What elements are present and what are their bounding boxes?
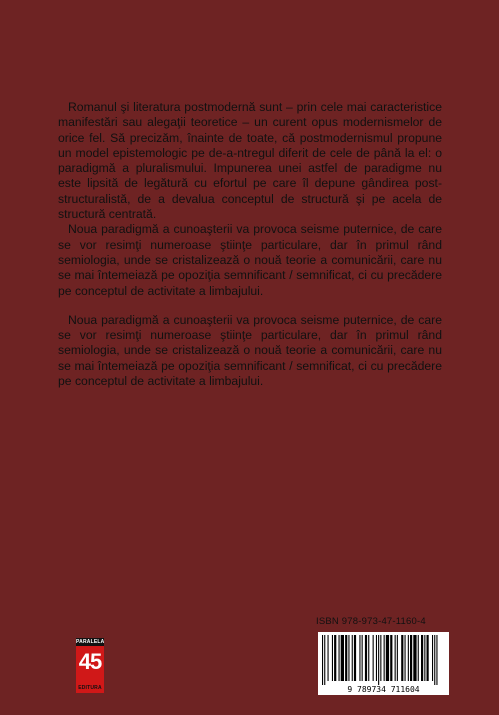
publisher-logo-top-label: PARALELA: [76, 639, 105, 645]
barcode-bar: [373, 635, 374, 681]
barcode-bar: [390, 635, 392, 681]
barcode-bar: [421, 635, 423, 681]
barcode-bar: [436, 635, 437, 685]
barcode-bar: [408, 635, 409, 681]
barcode-bar: [378, 635, 379, 685]
barcode-bar: [359, 635, 360, 681]
barcode-bar: [401, 635, 403, 681]
barcode-bar: [339, 635, 340, 681]
barcode-bar: [427, 635, 429, 681]
blurb-paragraph-2: Noua paradigmă a cunoaşterii va provoca seisme puternice, de care se vor resimţi numeroase ştiinţe particulare, dar în primul rând semiologia, unde se cristalizează o nouă teorie a comunicării, care nu se mai întemeiază pe opoziţia semnificant / semnificat, ci cu precădere pe conceptul de activitate a limbajului.: [58, 222, 442, 298]
barcode-bar: [345, 635, 347, 681]
barcode-bar: [405, 635, 406, 681]
barcode-bar: [432, 635, 433, 681]
barcode-bar: [348, 635, 349, 681]
barcode-bar: [334, 635, 336, 681]
barcode-bar: [395, 635, 396, 681]
publisher-logo: [76, 638, 104, 694]
barcode-bar: [397, 635, 398, 681]
barcode-bar: [376, 635, 377, 681]
barcode-bar: [410, 635, 412, 681]
barcode-bar: [332, 635, 333, 681]
barcode-bars: [318, 632, 449, 685]
barcode-bar: [424, 635, 425, 681]
isbn-label: ISBN 978-973-47-1160-4: [316, 616, 426, 627]
barcode-bar: [322, 635, 323, 685]
publisher-logo-bottom-label: EDITURA: [76, 684, 104, 693]
barcode-bar: [418, 635, 419, 681]
barcode-bar: [384, 635, 385, 681]
barcode-bar: [324, 635, 325, 685]
barcode-digits: 9 789734 711604: [318, 685, 449, 695]
barcode-bar: [341, 635, 344, 681]
back-cover-blurb: [58, 100, 442, 389]
barcode-bar: [380, 635, 381, 681]
barcode-bar: [368, 635, 369, 681]
barcode-bar: [354, 635, 356, 681]
blurb-paragraph-1: Romanul şi literatura postmodernă sunt – prin cele mai caracteristice manifestări sau alegaţii teoretice – un curent opus modernismelor de orice fel. Să precizăm, înainte de toate, că postmodernismul propune un model epistemologic pe de-a-ntregul diferit de cele de până la el: o paradigmă a pluralismului. Impunerea unei astfel de paradigme nu este lipsită de legătură cu efortul pe care îl depune gândirea post-structuralistă, de a devalua conceptul de structură şi pe acela de structură centrată.: [58, 100, 442, 222]
blurb-paragraph-3: Noua paradigmă a cunoaşterii va provoca seisme puternice, de care se vor resimţi numeroase ştiinţe particulare, dar în primul rând semiologia, unde se cristalizează o nouă teorie a comunicării, care nu se mai întemeiază pe opoziţia semnificant / semnificat, ci cu precădere pe conceptul de activitate a limbajului.: [58, 312, 442, 389]
barcode-bar: [352, 635, 353, 681]
barcode-bar: [365, 635, 367, 681]
barcode-bar: [362, 635, 363, 681]
barcode-bar: [386, 635, 389, 681]
barcode-bar: [413, 635, 416, 681]
publisher-logo-number: 45: [78, 649, 102, 674]
barcode-bar: [434, 635, 435, 685]
barcode-bar: [328, 635, 329, 681]
